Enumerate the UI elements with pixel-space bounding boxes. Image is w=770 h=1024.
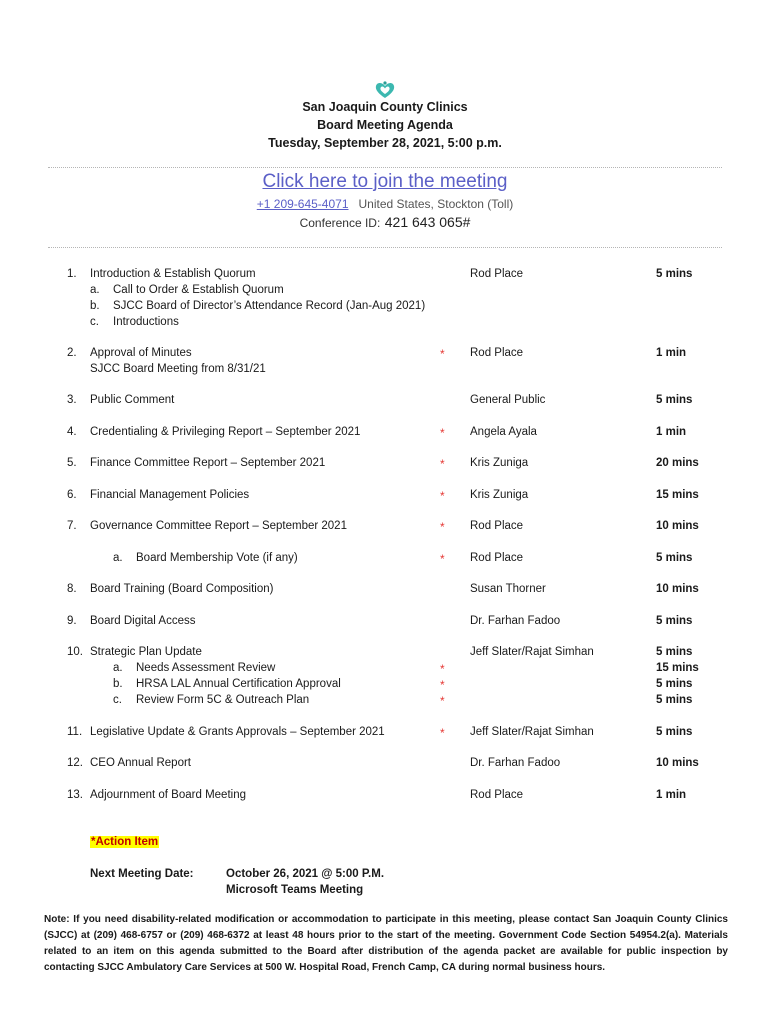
action-item-marker: * (440, 347, 445, 361)
item-presenter: Dr. Farhan Fadoo (470, 757, 561, 769)
item-duration: 1 min (656, 347, 687, 359)
subitem-duration: 15 mins (656, 662, 699, 674)
item-duration: 5 mins (656, 552, 693, 564)
action-item-marker: * (440, 678, 445, 692)
item-presenter: Rod Place (470, 789, 524, 801)
subitem-duration: 5 mins (656, 678, 693, 690)
item-duration: 1 min (656, 789, 687, 801)
item-number: 7. (67, 520, 77, 532)
item-title: Legislative Update & Grants Approvals – September 2021 (90, 726, 385, 738)
phone-location: United States, Stockton (Toll) (358, 197, 514, 211)
item-title: Governance Committee Report – September 2021 (90, 520, 347, 532)
item-title: Approval of Minutes (90, 347, 192, 359)
item-number: 5. (67, 457, 77, 469)
next-meeting-date: October 26, 2021 @ 5:00 P.M. (226, 868, 385, 880)
item-title: Financial Management Policies (90, 489, 250, 501)
subitem-letter: a. (90, 284, 100, 296)
item-title: Board Digital Access (90, 615, 196, 627)
item-title: Adjournment of Board Meeting (90, 789, 246, 801)
item-number: 11. (67, 726, 83, 738)
item-duration: 1 min (656, 426, 687, 438)
item-number: 9. (67, 615, 77, 627)
item-presenter: General Public (470, 394, 546, 406)
item-presenter: Dr. Farhan Fadoo (470, 615, 561, 627)
subitem-letter: a. (113, 662, 123, 674)
action-item-marker: * (440, 489, 445, 503)
sjcc-logo-icon (373, 80, 397, 100)
conference-id: 421 643 065# (384, 214, 471, 230)
item-duration: 5 mins (656, 394, 693, 406)
action-item-marker: * (440, 457, 445, 471)
item-presenter: Rod Place (470, 268, 524, 280)
item-duration: 10 mins (656, 520, 699, 532)
item-duration: 5 mins (656, 615, 693, 627)
subitem-letter: b. (113, 678, 123, 690)
item-presenter: Jeff Slater/Rajat Simhan (470, 726, 594, 738)
item-title: Introduction & Establish Quorum (90, 268, 256, 280)
subitem-text: Introductions (113, 316, 179, 328)
item-duration: 15 mins (656, 489, 699, 501)
subitem-text: HRSA LAL Annual Certification Approval (136, 678, 341, 690)
next-meeting-label: Next Meeting Date: (90, 868, 194, 880)
action-item-marker: * (440, 552, 445, 566)
dial-in-line (0, 197, 770, 211)
subitem-text: Needs Assessment Review (136, 662, 276, 674)
item-title: Strategic Plan Update (90, 646, 202, 658)
item-number: 6. (67, 489, 77, 501)
subitem-letter: c. (113, 694, 122, 706)
item-subtitle: SJCC Board Meeting from 8/31/21 (90, 363, 266, 375)
conference-line (0, 214, 770, 232)
item-duration: 20 mins (656, 457, 699, 469)
agenda-title: Board Meeting Agenda (317, 118, 453, 132)
item-title: Finance Committee Report – September 2021 (90, 457, 326, 469)
item-duration: 10 mins (656, 583, 699, 595)
subitem-text: Review Form 5C & Outreach Plan (136, 694, 310, 706)
action-item-marker: * (440, 726, 445, 740)
accessibility-note: Note: If you need disability-related modification or accommodation to participate in this meeting, please contact San Joaquin County Clinics (SJCC) at (209) 468-6757 or (209) 468-6372 at least 48 hours prior to the start of the meeting. Government Code Section 54954.2(a). Materials related to an item on this agenda submitted to the Board after distribution of the agenda packet are available for public inspection by contacting SJCC Ambulatory Care Services at 500 W. Hospital Road, French Camp, CA during normal business hours. (44, 914, 728, 973)
top-divider (48, 167, 722, 168)
action-item-marker: * (440, 694, 445, 708)
item-number: 12. (67, 757, 83, 769)
item-title: Board Training (Board Composition) (90, 583, 274, 595)
subitem-letter: a. (113, 552, 123, 564)
action-item-legend: *Action Item (91, 836, 159, 848)
item-title: Board Membership Vote (if any) (136, 552, 298, 564)
action-item-marker: * (440, 426, 445, 440)
subitem-letter: b. (90, 300, 100, 312)
item-title: Credentialing & Privileging Report – September 2021 (90, 426, 361, 438)
item-number: 10. (67, 646, 83, 658)
item-presenter: Jeff Slater/Rajat Simhan (470, 646, 594, 658)
item-number: 13. (67, 789, 83, 801)
item-number: 8. (67, 583, 77, 595)
phone-link[interactable]: +1 209-645-4071 (256, 197, 349, 211)
item-presenter: Rod Place (470, 552, 524, 564)
item-presenter: Susan Thorner (470, 583, 546, 595)
meeting-date: Tuesday, September 28, 2021, 5:00 p.m. (268, 136, 502, 150)
item-presenter: Kris Zuniga (470, 489, 529, 501)
item-title: Public Comment (90, 394, 175, 406)
item-number: 1. (67, 268, 77, 280)
action-item-marker: * (440, 520, 445, 534)
next-meeting-venue: Microsoft Teams Meeting (226, 884, 364, 896)
subitem-text: SJCC Board of Director’s Attendance Record (Jan-Aug 2021) (113, 300, 426, 312)
item-presenter: Angela Ayala (470, 426, 537, 438)
item-duration: 5 mins (656, 726, 693, 738)
bottom-divider (48, 247, 722, 248)
item-presenter: Rod Place (470, 520, 524, 532)
action-item-marker: * (440, 662, 445, 676)
item-duration: 5 mins (656, 646, 693, 658)
item-duration: 10 mins (656, 757, 699, 769)
org-name: San Joaquin County Clinics (302, 100, 468, 114)
item-title: CEO Annual Report (90, 757, 192, 769)
item-presenter: Rod Place (470, 347, 524, 359)
item-number: 3. (67, 394, 77, 406)
subitem-letter: c. (90, 316, 99, 328)
item-presenter: Kris Zuniga (470, 457, 529, 469)
conference-label: Conference ID: (299, 216, 381, 230)
item-number: 2. (67, 347, 77, 359)
join-meeting-link[interactable]: Click here to join the meeting (262, 171, 508, 192)
subitem-duration: 5 mins (656, 694, 693, 706)
item-duration: 5 mins (656, 268, 693, 280)
subitem-text: Call to Order & Establish Quorum (113, 284, 284, 296)
item-number: 4. (67, 426, 77, 438)
